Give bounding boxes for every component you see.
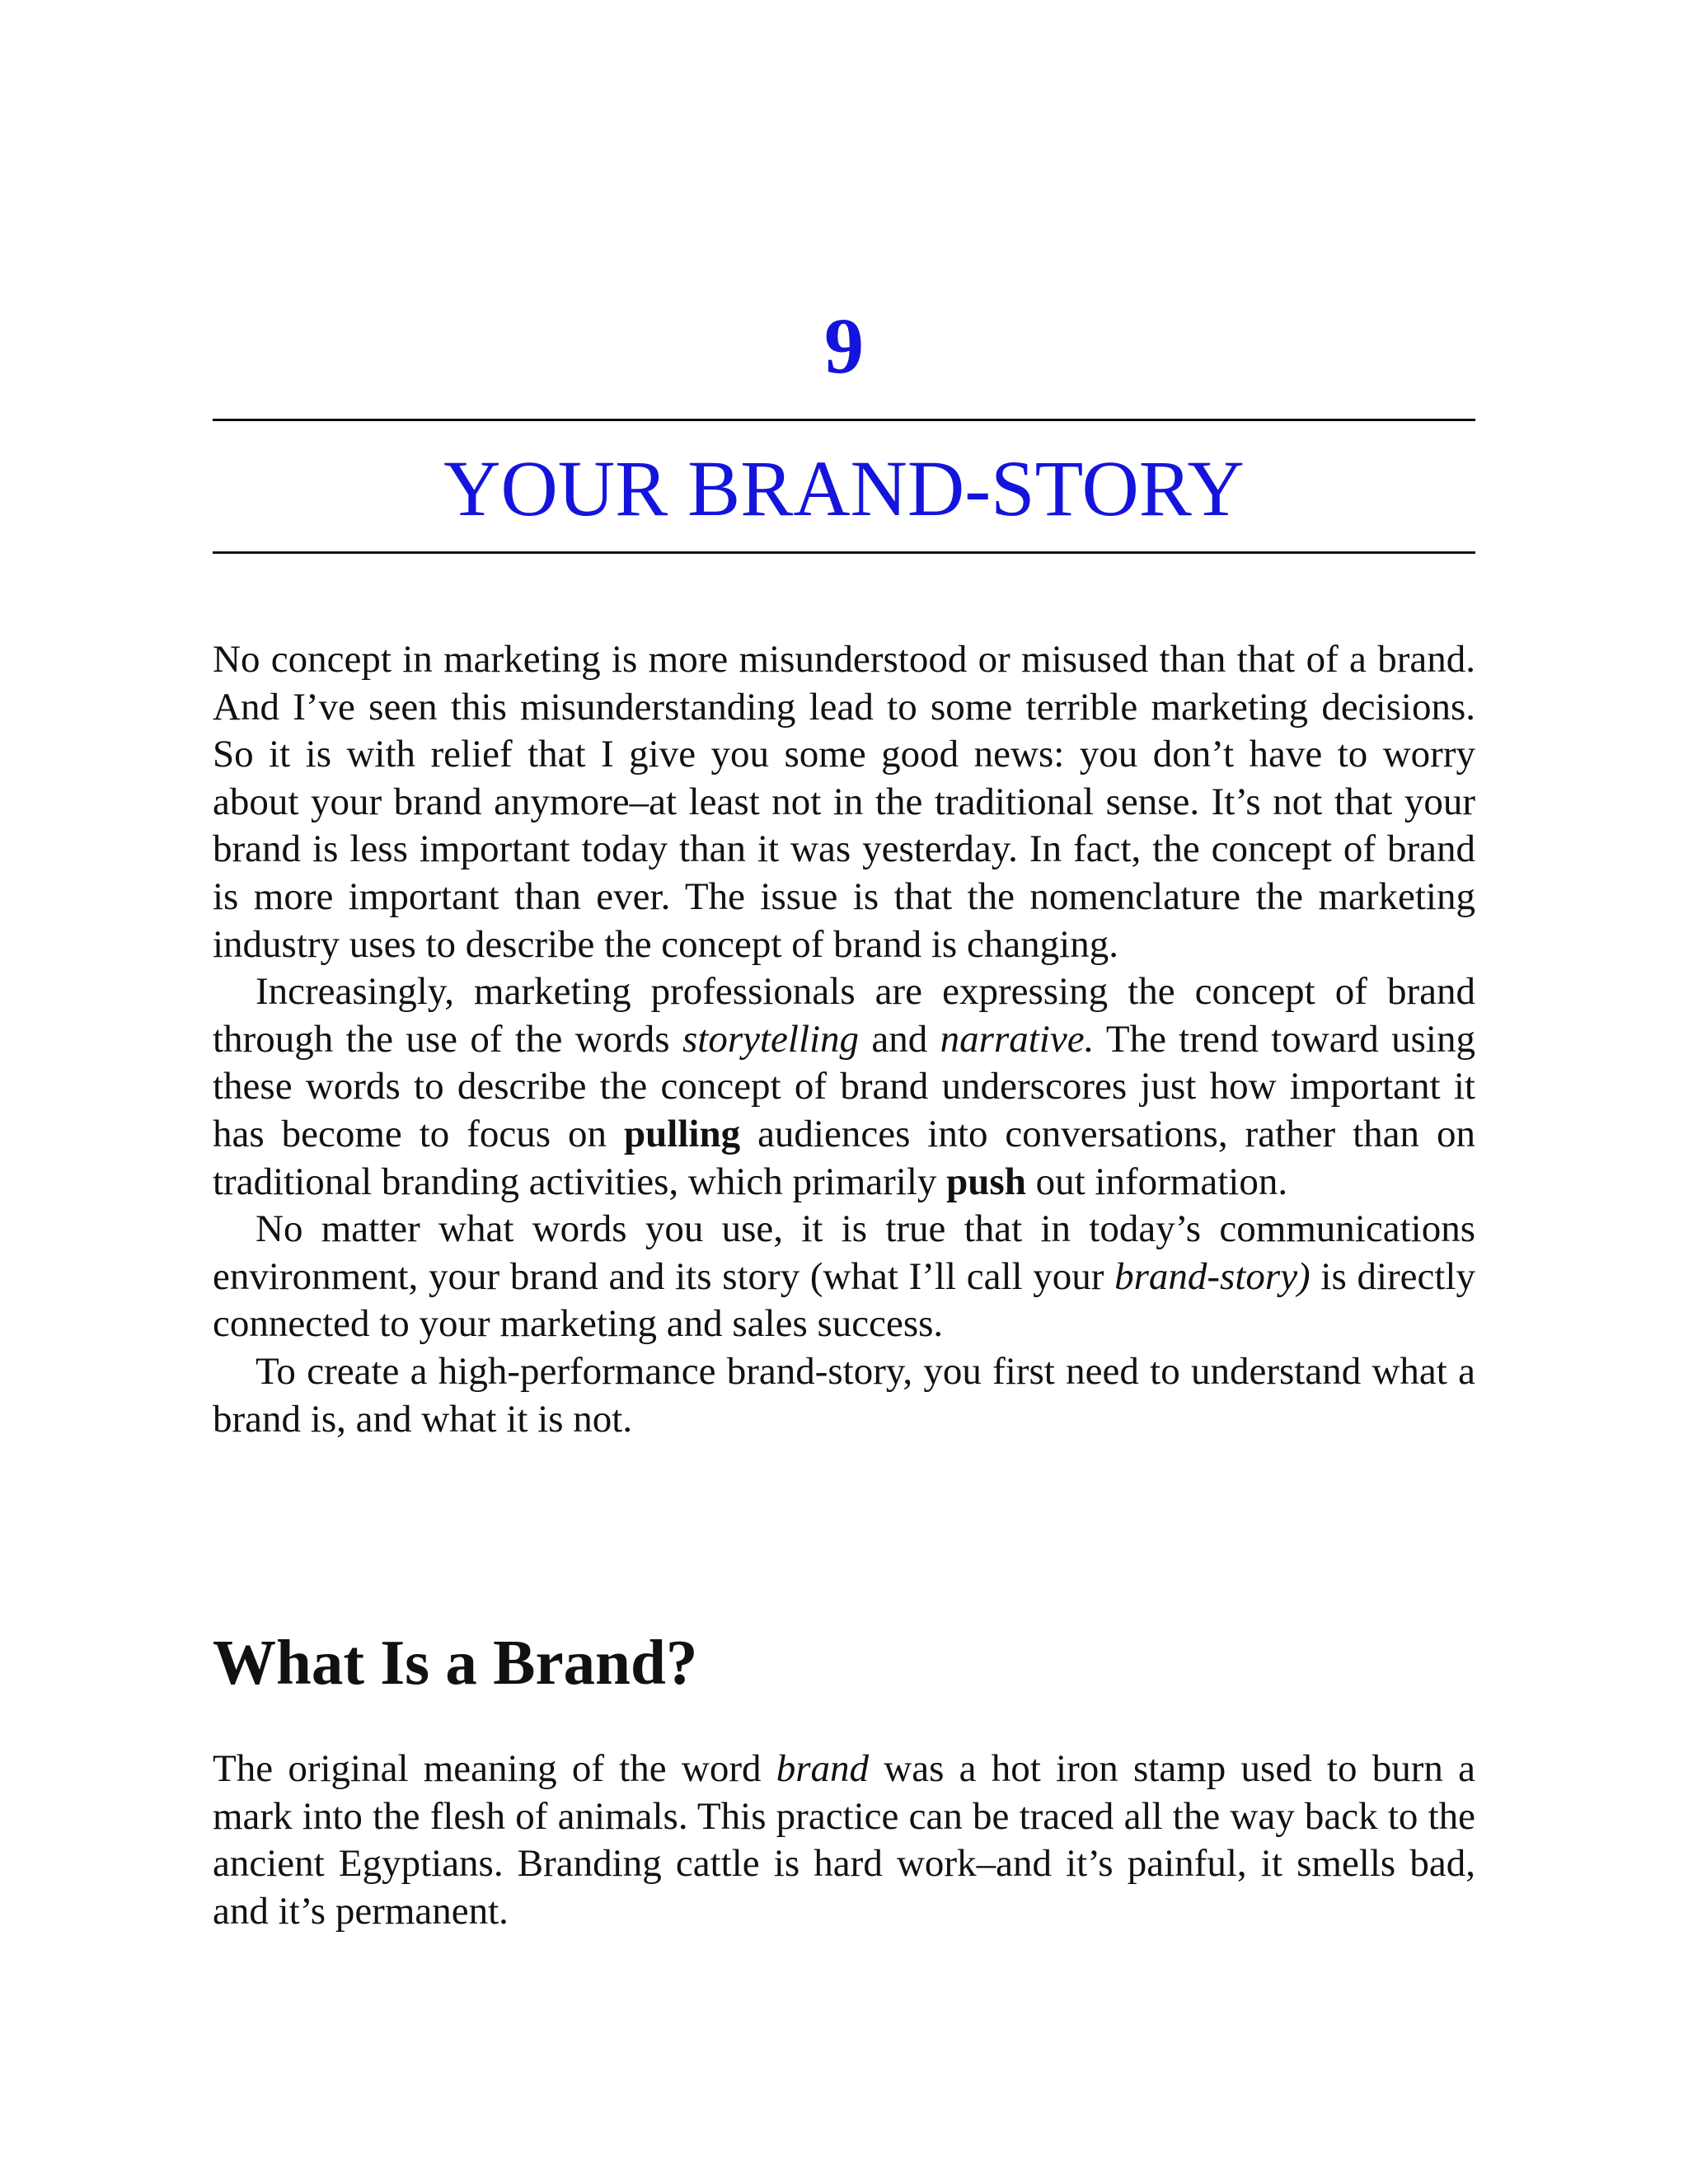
intro-text xyxy=(213,636,1475,1443)
text-run: No matter what words you use, it is true that in today’s communications environment, your brand and its story (what I’ll call your xyxy=(213,1207,1475,1298)
italic-term-narrative: narrative. xyxy=(940,1017,1095,1061)
intro-paragraph-2 xyxy=(213,968,1475,1206)
text-run: audiences into conversations, rather than on traditional branding activities, which primarily xyxy=(213,1112,1475,1203)
text-run: The trend toward using these words to describe the concept of brand underscores just how important it has become to focus on xyxy=(213,1017,1475,1155)
section-text xyxy=(213,1746,1475,1935)
title-rule-top xyxy=(213,419,1475,421)
bold-term-push: push xyxy=(946,1160,1026,1203)
italic-term-storytelling: storytelling xyxy=(682,1017,860,1061)
intro-paragraph-1: No concept in marketing is more misunderstood or misused than that of a brand. And I’ve seen this misunderstanding lead to some terrible marketing decisions. So it is with relief that I give you some good news: you don’t have to worry about your brand anymore–at least not in the traditional sense. It’s not that your brand is less important today than it was yesterday. In fact, the concept of brand is more important than ever. The issue is that the nomenclature the marketing industry uses to describe the concept of brand is changing. xyxy=(213,638,1475,966)
section-heading: What Is a Brand? xyxy=(213,1627,698,1698)
intro-paragraph-3 xyxy=(213,1206,1475,1348)
text-run: is directly connected to your marketing and sales success. xyxy=(213,1254,1475,1346)
chapter-title: YOUR BRAND-STORY xyxy=(443,444,1245,532)
text-run: and xyxy=(859,1017,940,1061)
text-run: Increasingly, marketing professionals are expressing the concept of brand through the use of the words xyxy=(213,970,1475,1061)
italic-term-brand: brand xyxy=(776,1747,870,1790)
text-run: The original meaning of the word xyxy=(213,1747,776,1790)
text-run: was a hot iron stamp used to burn a mark into the flesh of animals. This practice can be traced all the way back to the ancient Egyptians. Branding cattle is hard work–and it’s painful, it smells bad, and it’s permanent. xyxy=(213,1747,1475,1933)
chapter-number: 9 xyxy=(824,302,864,390)
section-paragraph-1 xyxy=(213,1746,1475,1935)
italic-term-brand-story: brand-story) xyxy=(1114,1254,1311,1298)
bold-term-pulling: pulling xyxy=(624,1112,741,1155)
title-rule-bottom xyxy=(213,551,1475,554)
intro-paragraph-4: To create a high-performance brand-story, you first need to understand what a brand is, and what it is not. xyxy=(213,1349,1475,1441)
text-run: out information. xyxy=(1025,1160,1288,1203)
